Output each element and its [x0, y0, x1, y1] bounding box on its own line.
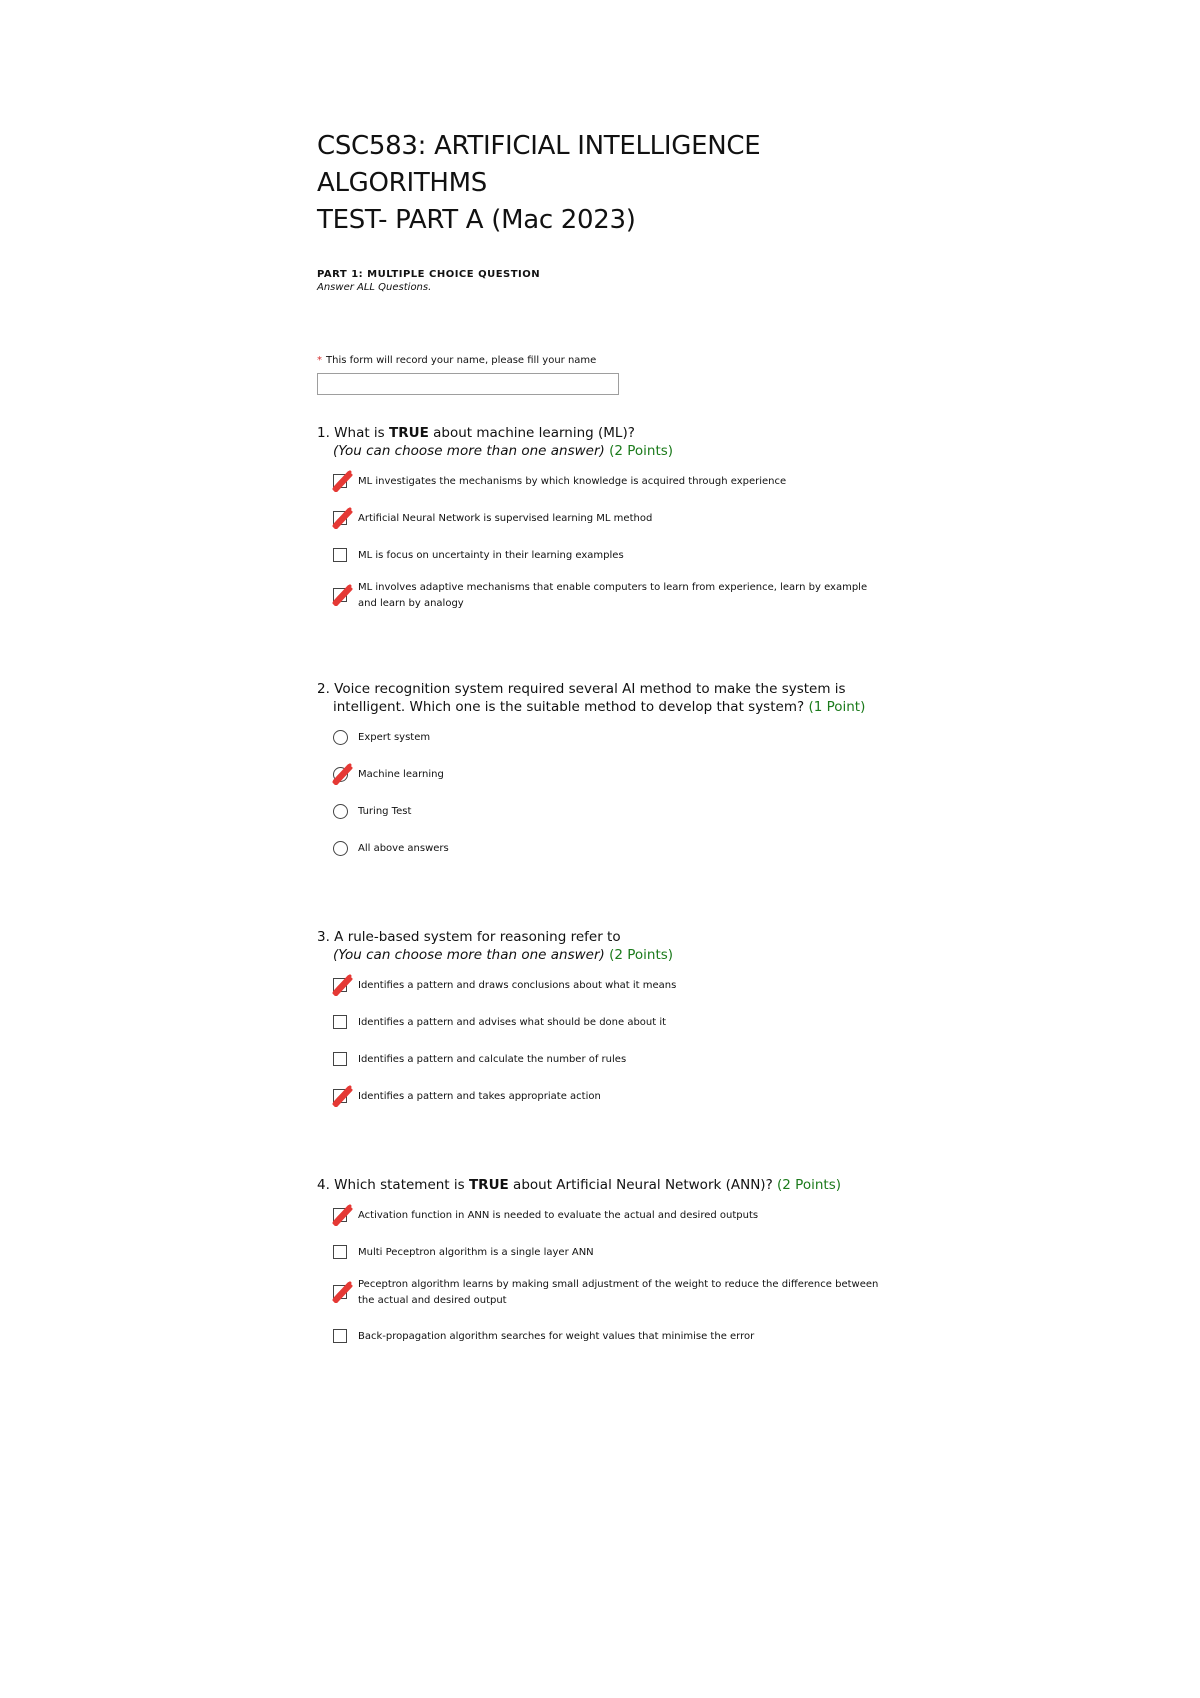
- checkbox-box: [333, 1245, 347, 1259]
- option-label: Activation function in ANN is needed to evaluate the actual and desired outputs: [358, 1210, 759, 1221]
- question-text-end: about machine learning (ML)?: [428, 425, 635, 441]
- option-4[interactable]: [333, 1327, 917, 1347]
- option-4[interactable]: [333, 1087, 917, 1107]
- checkbox[interactable]: [333, 474, 349, 490]
- checkbox-box: [333, 1015, 347, 1029]
- option-2[interactable]: [333, 509, 917, 529]
- question-points: (2 Points): [609, 443, 674, 459]
- part-instructions: Answer ALL Questions.: [317, 282, 432, 293]
- name-input[interactable]: [317, 373, 619, 395]
- question-text-start: Which statement is: [334, 1177, 469, 1193]
- option-label: Turing Test: [358, 806, 412, 817]
- option-4[interactable]: [333, 580, 917, 612]
- option-label: Artificial Neural Network is supervised learning ML method: [358, 513, 653, 524]
- checkbox-box: [333, 1052, 347, 1066]
- option-label: ML involves adaptive mechanisms that enable computers to learn from experience, learn by example and learn by analogy: [358, 582, 868, 609]
- checkbox[interactable]: [333, 511, 349, 527]
- checkbox-box: [333, 588, 347, 602]
- radio-button[interactable]: [333, 804, 349, 820]
- question-2: [317, 680, 917, 859]
- option-label: Multi Peceptron algorithm is a single layer ANN: [358, 1247, 594, 1258]
- option-label: Back-propagation algorithm searches for weight values that minimise the error: [358, 1331, 755, 1342]
- option-label: ML is focus on uncertainty in their learning examples: [358, 550, 624, 561]
- question-points: (1 Point): [808, 699, 866, 715]
- option-2[interactable]: [333, 1013, 917, 1033]
- option-1[interactable]: [333, 728, 917, 748]
- option-1[interactable]: [333, 472, 917, 492]
- checkbox[interactable]: [333, 1245, 349, 1261]
- option-label: Expert system: [358, 732, 431, 743]
- checkbox-box: [333, 474, 347, 488]
- radio-circle: [333, 767, 348, 782]
- question-points: (2 Points): [777, 1177, 841, 1193]
- question-note: (You can choose more than one answer): [333, 443, 605, 459]
- question-text-start: Voice recognition system required several AI method to make the system is intelligent. Which one is the suitable method to develop that system?: [333, 681, 846, 715]
- radio-circle: [333, 730, 348, 745]
- checkbox[interactable]: [333, 978, 349, 994]
- radio-button[interactable]: [333, 767, 349, 783]
- question-note: (You can choose more than one answer): [333, 947, 605, 963]
- question-1: [317, 424, 917, 612]
- checkbox[interactable]: [333, 1285, 349, 1301]
- checkbox-box: [333, 978, 347, 992]
- checkbox[interactable]: [333, 1052, 349, 1068]
- checkbox[interactable]: [333, 1329, 349, 1345]
- radio-circle: [333, 804, 348, 819]
- checkbox[interactable]: [333, 1089, 349, 1105]
- checkbox-box: [333, 1208, 347, 1222]
- option-3[interactable]: [333, 1277, 917, 1309]
- name-label: [317, 355, 917, 366]
- option-3[interactable]: [333, 1050, 917, 1070]
- title-line-1: CSC583: ARTIFICIAL INTELLIGENCE: [317, 131, 761, 161]
- checkbox[interactable]: [333, 1015, 349, 1031]
- option-label: Identifies a pattern and advises what should be done about it: [358, 1017, 667, 1028]
- question-text-start: What is: [334, 425, 390, 441]
- option-label: Peceptron algorithm learns by making small adjustment of the weight to reduce the difference between the actual and desired output: [358, 1279, 879, 1306]
- options-list: [317, 1206, 917, 1347]
- radio-button[interactable]: [333, 841, 349, 857]
- question-4: [317, 1176, 917, 1347]
- option-3[interactable]: [333, 802, 917, 822]
- checkbox[interactable]: [333, 548, 349, 564]
- option-label: ML investigates the mechanisms by which knowledge is acquired through experience: [358, 476, 787, 487]
- option-label: All above answers: [358, 843, 449, 854]
- checkbox-box: [333, 1329, 347, 1343]
- option-1[interactable]: [333, 1206, 917, 1226]
- question-emphasis: TRUE: [468, 1177, 509, 1193]
- question-number: 4.: [317, 1177, 335, 1193]
- part-heading: PART 1: MULTIPLE CHOICE QUESTION: [317, 269, 541, 280]
- question-emphasis: TRUE: [389, 425, 429, 441]
- required-marker: *: [317, 355, 322, 366]
- question-points: (2 Points): [609, 947, 674, 963]
- question-text: [317, 1176, 917, 1194]
- options-list: [317, 728, 917, 859]
- options-list: [317, 472, 917, 612]
- checkbox[interactable]: [333, 1208, 349, 1224]
- option-label: Identifies a pattern and draws conclusions about what it means: [358, 980, 677, 991]
- checkbox-box: [333, 1285, 347, 1299]
- option-2[interactable]: [333, 765, 917, 785]
- question-text: [317, 680, 917, 716]
- question-text: [317, 928, 917, 964]
- question-text: [317, 424, 917, 460]
- question-text-end: about Artificial Neural Network (ANN)?: [508, 1177, 773, 1193]
- question-number: 2.: [317, 681, 335, 697]
- form-title: [317, 128, 917, 239]
- name-label-text: This form will record your name, please fill your name: [326, 355, 597, 366]
- checkbox-box: [333, 1089, 347, 1103]
- option-label: Identifies a pattern and calculate the number of rules: [358, 1054, 627, 1065]
- option-3[interactable]: [333, 546, 917, 566]
- title-line-2: ALGORITHMS: [317, 168, 487, 198]
- option-label: Machine learning: [358, 769, 444, 780]
- question-text-start: A rule-based system for reasoning refer to: [334, 929, 621, 945]
- option-4[interactable]: [333, 839, 917, 859]
- checkbox[interactable]: [333, 588, 349, 604]
- checkbox-box: [333, 548, 347, 562]
- radio-button[interactable]: [333, 730, 349, 746]
- checkbox-box: [333, 511, 347, 525]
- radio-circle: [333, 841, 348, 856]
- option-label: Identifies a pattern and takes appropriate action: [358, 1091, 601, 1102]
- question-number: 1.: [317, 425, 335, 441]
- form-page: [317, 128, 917, 395]
- option-1[interactable]: [333, 976, 917, 996]
- option-2[interactable]: [333, 1243, 917, 1263]
- question-3: [317, 928, 917, 1107]
- title-line-3: TEST- PART A (Mac 2023): [317, 205, 636, 235]
- question-number: 3.: [317, 929, 335, 945]
- name-question: [317, 355, 917, 395]
- options-list: [317, 976, 917, 1107]
